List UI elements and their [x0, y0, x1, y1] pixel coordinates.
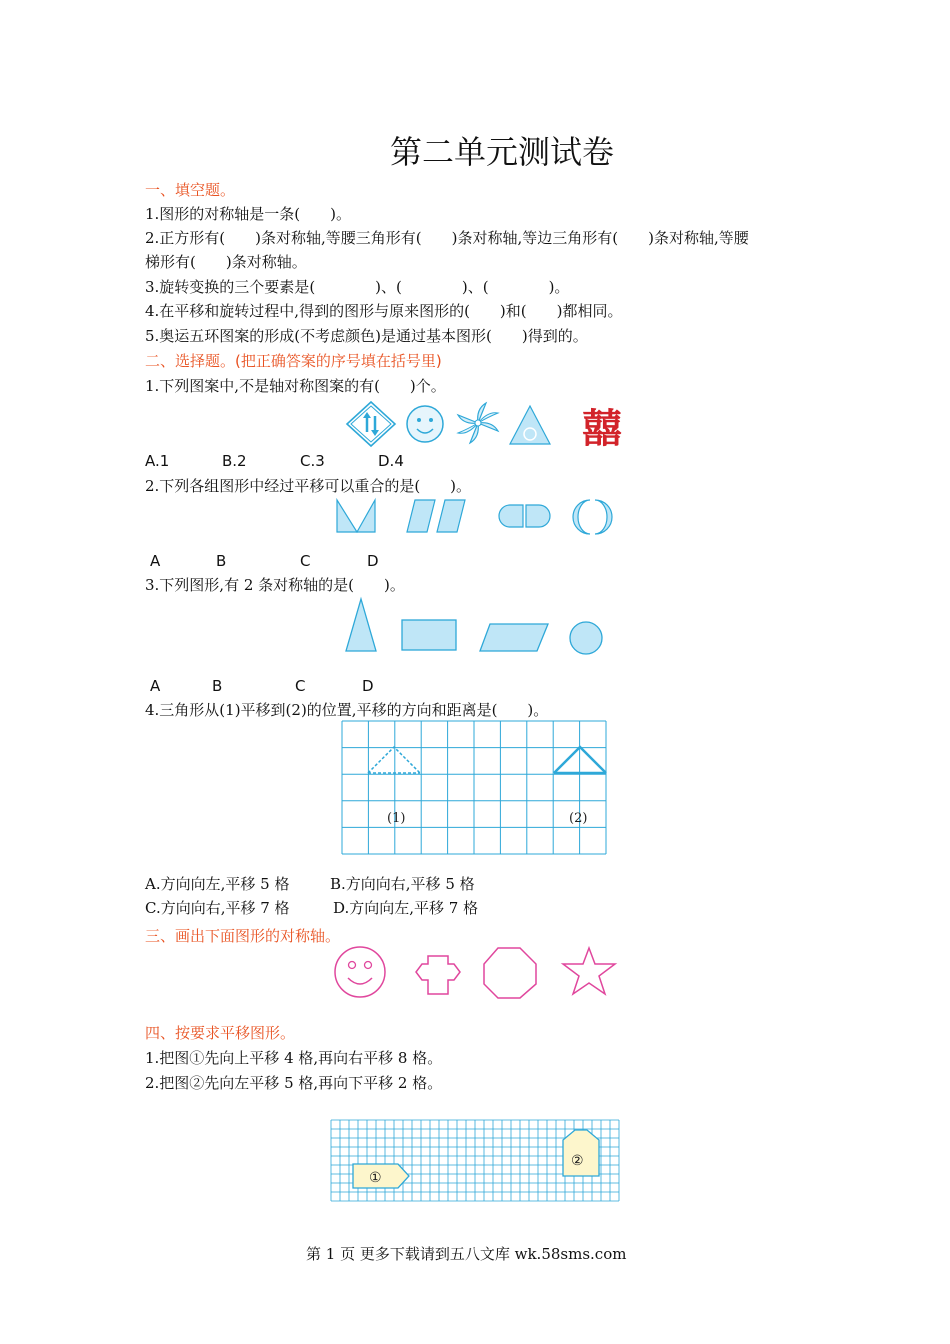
translation-practice-grid	[331, 1120, 620, 1201]
question-text: 5.奥运五环图案的形成(不考虑颜色)是通过基本图形( )得到的。	[145, 327, 588, 345]
triangle-circle-icon	[510, 406, 550, 444]
option-c: C	[300, 552, 311, 570]
question-text: 2.把图②先向左平移 5 格,再向下平移 2 格。	[145, 1074, 443, 1092]
shape-1-arrow-figure	[353, 1164, 409, 1188]
q3-figures	[340, 597, 610, 657]
question-text: 3.旋转变换的三个要素是( )、( )、( )。	[145, 278, 570, 296]
rectangle-figure	[402, 620, 456, 650]
option-c: C.3	[300, 452, 325, 470]
smiley-face-icon	[407, 406, 443, 442]
q1-figures	[345, 400, 622, 452]
double-happiness-symbol: 囍	[582, 406, 622, 452]
question-text: 2.正方形有( )条对称轴,等腰三角形有( )条对称轴,等边三角形有( )条对称轴,等腰	[145, 229, 749, 247]
question-text: 4.三角形从(1)平移到(2)的位置,平移的方向和距离是( )。	[145, 701, 549, 719]
question-text: 1.下列图案中,不是轴对称图案的有( )个。	[145, 377, 446, 395]
option-c: C	[295, 677, 306, 695]
parallelograms-figure	[407, 500, 465, 532]
isosceles-triangle-figure	[346, 599, 376, 651]
option-b: B	[212, 677, 223, 695]
question-text: 3.下列图形,有 2 条对称轴的是( )。	[145, 576, 405, 594]
page-title: 第二单元测试卷	[390, 133, 615, 171]
symmetry-shapes	[330, 944, 620, 1000]
section-heading-symmetry: 三、画出下面图形的对称轴。	[145, 927, 341, 945]
section-heading-translate: 四、按要求平移图形。	[145, 1024, 296, 1042]
option-a: A	[150, 552, 161, 570]
question-text: 1.图形的对称轴是一条( )。	[145, 205, 352, 223]
grid-label-1: (1)	[387, 811, 406, 826]
translation-grid	[342, 721, 608, 856]
option-b: B	[216, 552, 227, 570]
octagon-icon	[484, 948, 536, 998]
mirrored-triangles-figure	[337, 500, 375, 532]
option-d: D	[362, 677, 374, 695]
grid-label-2: (2)	[569, 811, 588, 826]
option-a: A	[150, 677, 161, 695]
question-text: 梯形有( )条对称轴。	[145, 253, 307, 271]
question-text: 2.下列各组图形中经过平移可以重合的是( )。	[145, 477, 472, 495]
shape-2-house-figure	[563, 1130, 599, 1176]
double-arrow-cross-icon	[416, 956, 460, 994]
section-heading-fill-blank: 一、填空题。	[145, 181, 236, 199]
option-b: B.方向向右,平移 5 格	[330, 875, 475, 893]
smiley-face-icon	[335, 947, 385, 997]
dashed-triangle-figure	[368, 747, 420, 773]
option-d: D.4	[378, 452, 404, 470]
diamond-arrows-icon	[347, 402, 395, 446]
question-text: 4.在平移和旋转过程中,得到的图形与原来图形的( )和( )都相同。	[145, 302, 623, 320]
question-text: 1.把图①先向上平移 4 格,再向右平移 8 格。	[145, 1049, 443, 1067]
shape-label-2: ②	[571, 1153, 584, 1169]
star-icon	[563, 948, 615, 994]
option-a: A.1	[145, 452, 170, 470]
shape-label-1: ①	[369, 1170, 382, 1186]
option-b: B.2	[222, 452, 247, 470]
circle-figure	[570, 622, 602, 654]
pinwheel-icon	[458, 403, 498, 443]
option-d: D	[367, 552, 379, 570]
parallelogram-figure	[480, 624, 548, 651]
option-a: A.方向向左,平移 5 格	[145, 875, 290, 893]
option-c: C.方向向右,平移 7 格	[145, 899, 290, 917]
page-footer: 第 1 页 更多下载请到五八文库 wk.58sms.com	[306, 1245, 627, 1263]
half-circles-figure	[499, 505, 550, 527]
q2-figures	[335, 498, 615, 536]
section-heading-choice: 二、选择题。(把正确答案的序号填在括号里)	[145, 352, 442, 370]
option-d: D.方向向左,平移 7 格	[333, 899, 479, 917]
crescents-figure	[573, 500, 612, 534]
